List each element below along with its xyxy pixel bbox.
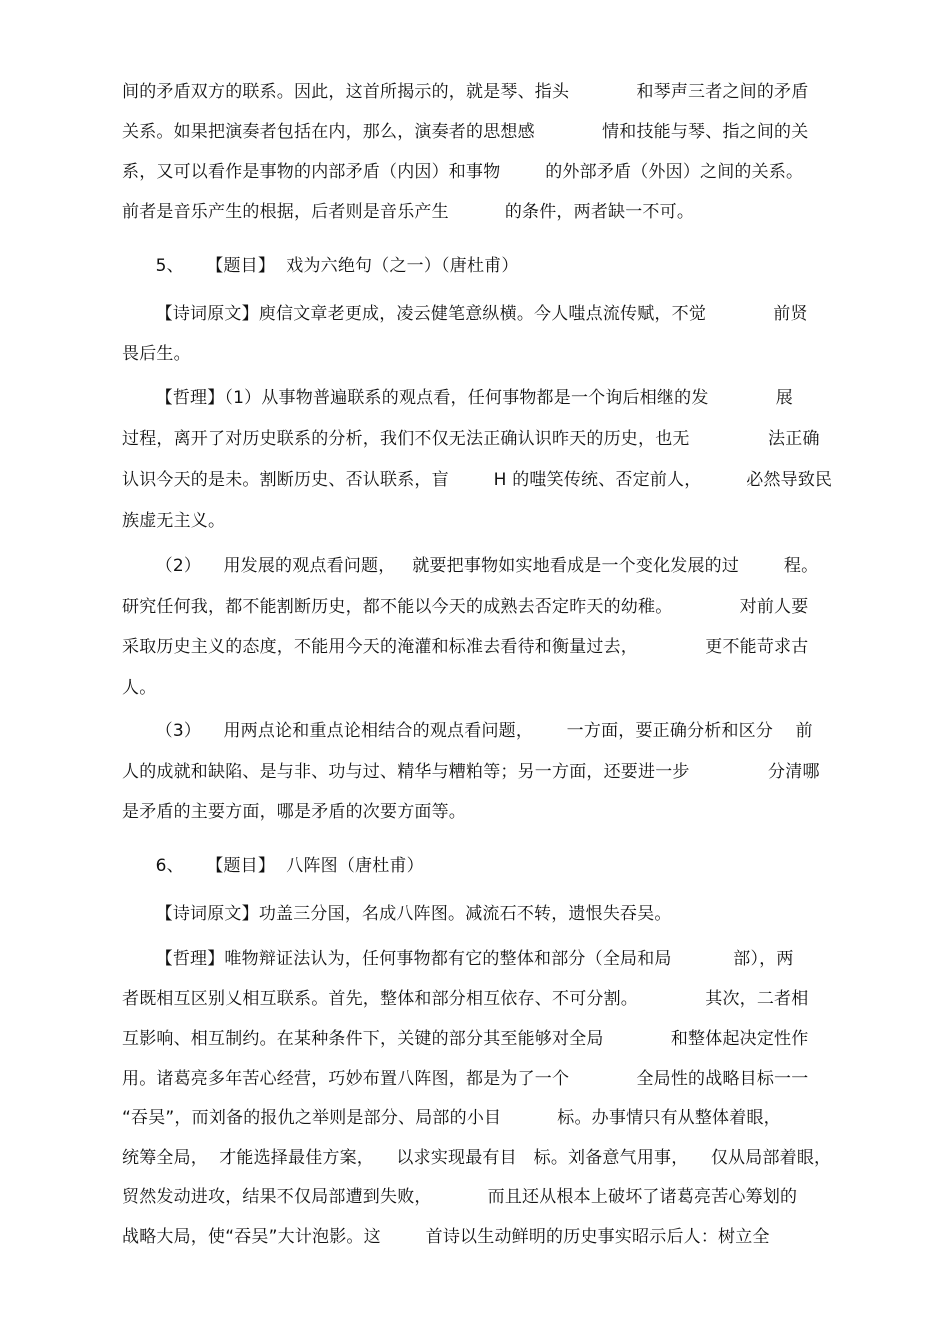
text-line: 【哲理】（1）从事物普遍联系的观点看，任何事物都是一个询后相继的发 展: [122, 388, 793, 408]
text-line: 人的成就和缺陷、是与非、功与过、精华与糟粕等；另一方面，还要进一步 分清哪: [122, 762, 820, 782]
text-line: 【哲理】唯物辩证法认为，任何事物都有它的整体和部分（全局和局 部），两: [122, 949, 794, 969]
text-line: 过程，离开了对历史联系的分析，我们不仅无法正确认识昨天的历史，也无 法正确: [122, 429, 820, 449]
text-line: 采取历史主义的态度，不能用今天的淹灌和标准去看待和衡量过去， 更不能苛求古: [122, 637, 809, 657]
text-line: 是矛盾的主要方面，哪是矛盾的次要方面等。: [122, 802, 466, 822]
text-line: 用。诸葛亮多年苦心经营，巧妙布置八阵图，都是为了一个 全局性的战略目标一一: [122, 1069, 809, 1089]
text-line: 认识今天的是未。割断历史、否认联系，盲 H 的嗤笑传统、否定前人， 必然导致民: [122, 470, 833, 490]
text-line: 关系。如果把演奏者包括在内，那么，演奏者的思想感 情和技能与琴、指之间的关: [122, 122, 809, 142]
text-line: 研究任何我，都不能割断历史，都不能以今天的成熟去否定昨天的幼稚。 对前人要: [122, 597, 809, 617]
text-line: 畏后生。: [122, 344, 191, 364]
section-heading: 5、 【题目】 戏为六绝句（之一）（唐杜甫）: [122, 256, 519, 276]
text-line: 【诗词原文】庾信文章老更成，凌云健笔意纵横。今人嗤点流传赋，不觉 前贤: [122, 304, 808, 324]
text-line: 【诗词原文】功盖三分国，名成八阵图。减流石不转，遗恨失吞吴。: [122, 904, 672, 924]
text-line: 战略大局，使“吞吴”大计泡影。这 首诗以生动鲜明的历史事实昭示后人：树立全: [122, 1227, 770, 1247]
text-line: 人。: [122, 678, 157, 698]
text-line: 系，又可以看作是事物的内部矛盾（内因）和事物 的外部矛盾（外因）之间的关系。: [122, 162, 804, 182]
text-line: 前者是音乐产生的根据，后者则是音乐产生 的条件，两者缺一不可。: [122, 202, 695, 222]
text-line: 互影响、相互制约。在某种条件下，关键的部分其至能够对全局 和整体起决定性作: [122, 1029, 809, 1049]
text-line: （2） 用发展的观点看问题， 就要把事物如实地看成是一个变化发展的过 程。: [122, 556, 819, 576]
section-heading: 6、 【题目】 八阵图（唐杜甫）: [122, 856, 424, 876]
text-line: 族虚无主义。: [122, 511, 226, 531]
text-line: 者既相互区别乂相互联系。首先，整体和部分相互依存、不可分割。 其次，二者相: [122, 989, 809, 1009]
text-line: （3） 用两点论和重点论相结合的观点看问题， 一方面，要正确分析和区分 前: [122, 721, 813, 741]
text-line: 间的矛盾双方的联系。因此，这首所揭示的，就是琴、指头 和琴声三者之间的矛盾: [122, 82, 809, 102]
text-line: 贸然发动进攻，结果不仅局部遭到失败， 而且还从根本上破坏了诸葛亮苦心筹划的: [122, 1187, 798, 1207]
text-line: “吞吴”，而刘备的报仇之举则是部分、局部的小目 标。办事情只有从整体着眼，: [122, 1108, 781, 1128]
text-line: 统筹全局， 才能选择最佳方案， 以求实现最有目 标。刘备意气用事， 仅从局部着眼，: [122, 1148, 832, 1168]
